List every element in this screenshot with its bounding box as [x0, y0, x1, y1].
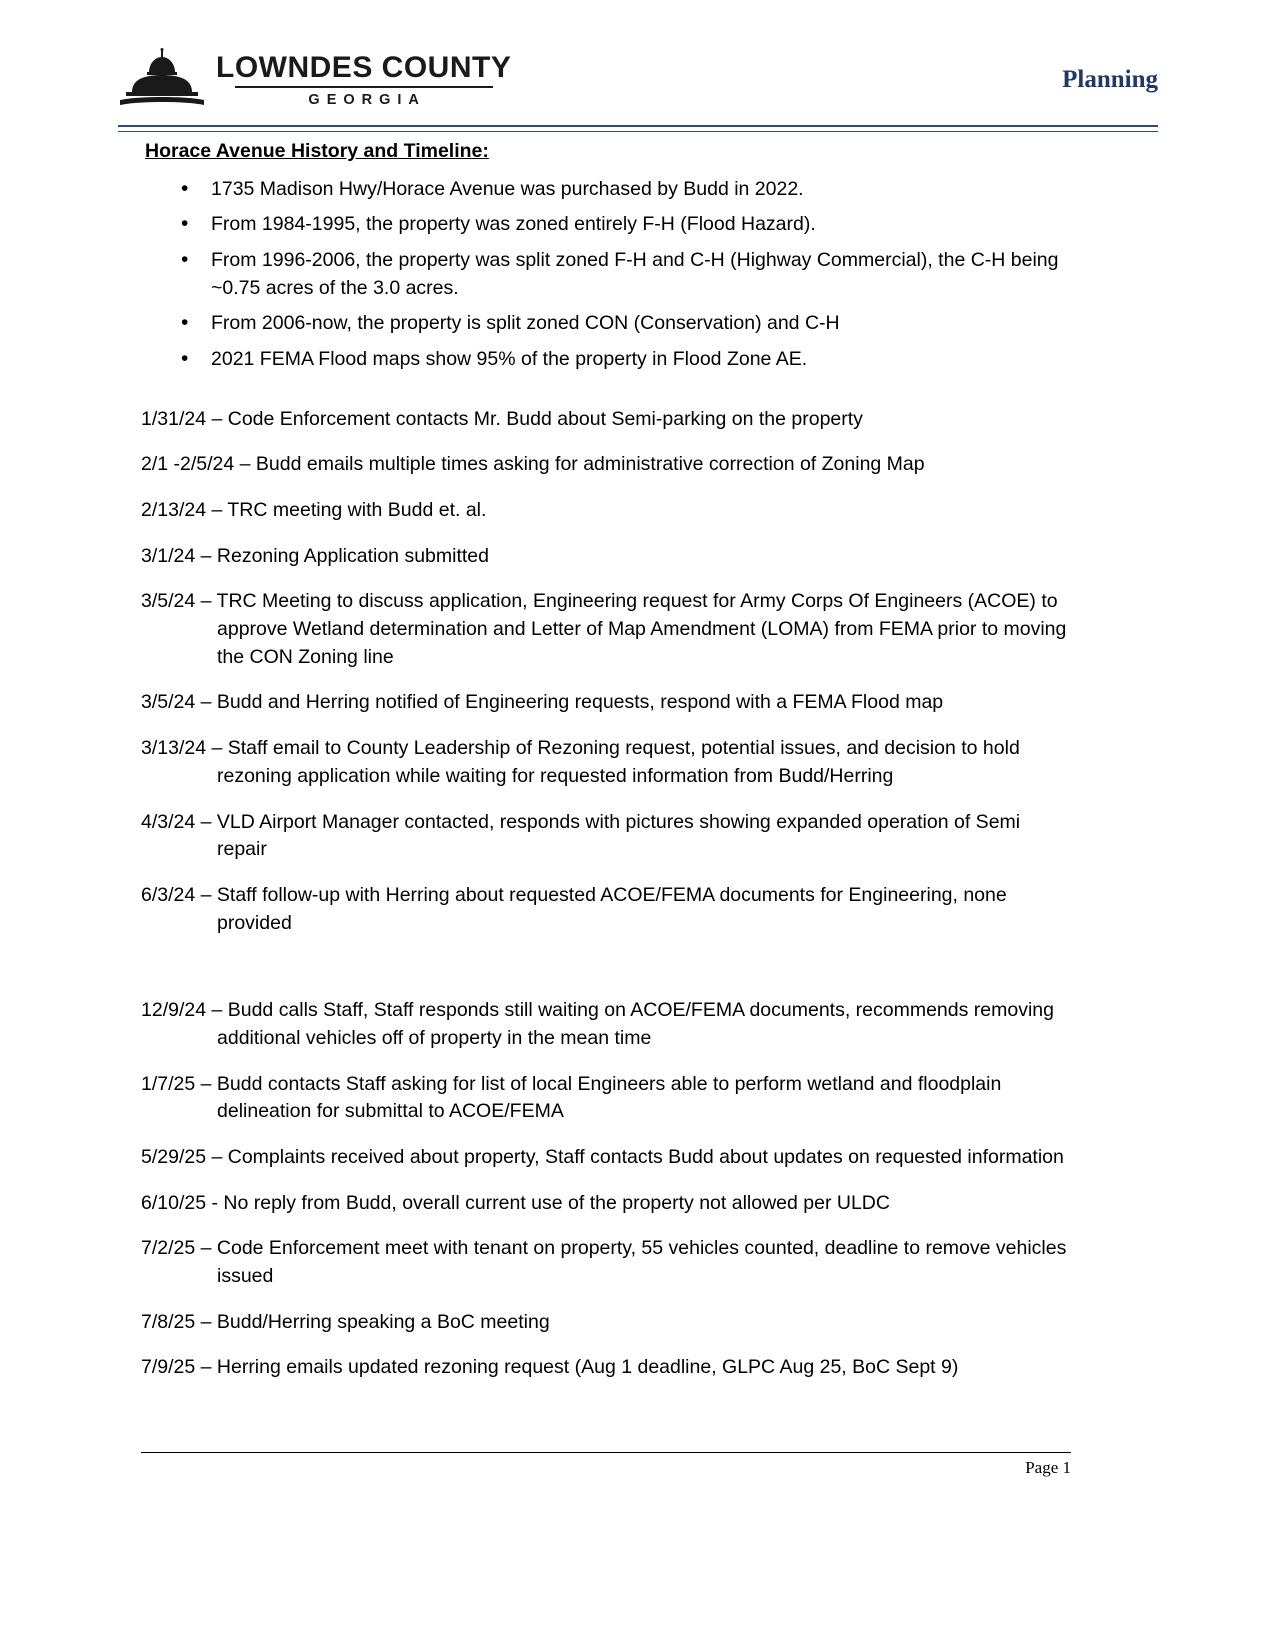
timeline-entry: 2/1 -2/5/24 – Budd emails multiple times asking for administrative correction of Zoning Map: [141, 453, 925, 476]
document-body: [141, 142, 1071, 1400]
page-number: Page 1: [1025, 1458, 1071, 1477]
footer-divider: [141, 1452, 1071, 1453]
timeline-entries-part-one: [141, 406, 1071, 938]
timeline-entry: 3/5/24 – TRC Meeting to discuss application, Engineering request for Army Corps Of Engineers (ACOE) to approve Wetland determination and Letter of Map Amendment (LOMA) from FEMA prior to moving the CON Zoning line: [141, 590, 1067, 668]
list-item: • From 1984-1995, the property was zoned entirely F-H (Flood Hazard).: [141, 211, 1071, 239]
page-header: [118, 48, 1158, 126]
timeline-entry: 6/10/25 - No reply from Budd, overall current use of the property not allowed per ULDC: [141, 1191, 890, 1214]
county-logo: [118, 48, 511, 110]
timeline-entry: 3/1/24 – Rezoning Application submitted: [141, 544, 489, 567]
timeline-entries-part-two: [141, 997, 1071, 1382]
logo-divider: [235, 86, 493, 88]
list-item: • 2021 FEMA Flood maps show 95% of the property in Flood Zone AE.: [141, 346, 1071, 374]
state-name: GEORGIA: [308, 92, 426, 108]
timeline-entry: 1/7/25 – Budd contacts Staff asking for list of local Engineers able to perform wetland and floodplain delineation for submittal to ACOE/FEMA: [141, 1072, 1002, 1123]
timeline-entry: 7/9/25 – Herring emails updated rezoning request (Aug 1 deadline, GLPC Aug 25, BoC Sept 9): [141, 1356, 959, 1379]
timeline-entry: 4/3/24 – VLD Airport Manager contacted, responds with pictures showing expanded operation of Semi repair: [141, 810, 1021, 861]
page-title: Horace Avenue History and Timeline:: [145, 140, 489, 162]
timeline-entry: 6/3/24 – Staff follow-up with Herring about requested ACOE/FEMA documents for Engineering, none provided: [141, 883, 1007, 934]
timeline-entry: 5/29/25 – Complaints received about property, Staff contacts Budd about updates on requested information: [141, 1146, 1064, 1168]
list-item: • From 2006-now, the property is split zoned CON (Conservation) and C-H: [141, 310, 1071, 338]
timeline-entry: 12/9/24 – Budd calls Staff, Staff responds still waiting on ACOE/FEMA documents, recommends removing additional vehicles off of property in the mean time: [141, 999, 1054, 1049]
section-spacer: [141, 955, 1071, 997]
timeline-entry: 3/13/24 – Staff email to County Leadership of Rezoning request, potential issues, and decision to hold rezoning application while waiting for requested information from Budd/Herring: [141, 737, 1020, 787]
county-name: LOWNDES COUNTY: [216, 51, 512, 84]
timeline-entry: 2/13/24 – TRC meeting with Budd et. al.: [141, 499, 487, 521]
timeline-entry: 1/31/24 – Code Enforcement contacts Mr. Budd about Semi-parking on the property: [141, 407, 863, 430]
timeline-entry: 7/2/25 – Code Enforcement meet with tenant on property, 55 vehicles counted, deadline to remove vehicles issued: [141, 1237, 1067, 1288]
department-title: Planning: [1062, 66, 1158, 93]
timeline-entry: 7/8/25 – Budd/Herring speaking a BoC meeting: [141, 1310, 550, 1333]
timeline-entry: 3/5/24 – Budd and Herring notified of Engineering requests, respond with a FEMA Flood map: [141, 691, 944, 714]
history-bullet-list: [141, 176, 1071, 374]
courthouse-dome-icon: [118, 48, 206, 110]
county-logo-text: [216, 53, 511, 110]
list-item: • 1735 Madison Hwy/Horace Avenue was purchased by Budd in 2022.: [141, 176, 1071, 204]
header-divider: [118, 125, 1158, 132]
list-item: • From 1996-2006, the property was split zoned F-H and C-H (Highway Commercial), the C-H being ~0.75 acres of the 3.0 acres.: [141, 247, 1071, 302]
